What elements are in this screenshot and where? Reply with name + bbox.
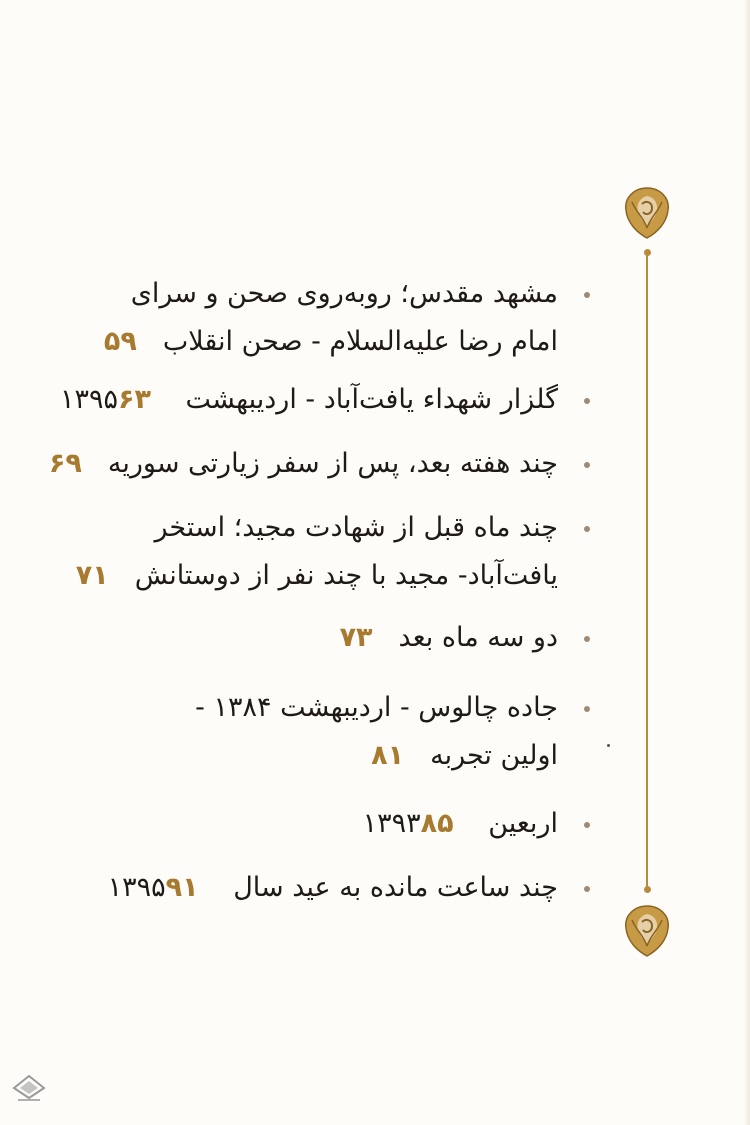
toc-entry-title: دو سه ماه بعد bbox=[398, 622, 558, 653]
decorative-vertical-line bbox=[646, 250, 648, 890]
toc-page-number: ۸۱ bbox=[371, 740, 405, 771]
toc-entry bbox=[60, 864, 610, 912]
toc-entry-title: جاده چالوس - اردیبهشت ۱۳۸۴ - bbox=[195, 692, 558, 723]
toc-entry-title: چند هفته بعد، پس از سفر زیارتی سوریه bbox=[107, 448, 558, 479]
toc-page-number: ۶۹ bbox=[48, 448, 82, 479]
rose-ornament-icon bbox=[616, 900, 678, 962]
rose-ornament-icon bbox=[616, 182, 678, 244]
publisher-logo-icon bbox=[10, 1068, 48, 1106]
bullet-dot bbox=[584, 822, 590, 828]
toc-entry bbox=[60, 684, 610, 780]
toc-entry bbox=[60, 614, 610, 662]
ink-speck bbox=[607, 744, 610, 747]
bullet-dot bbox=[584, 398, 590, 404]
toc-entry-title: یافت‌آباد- مجید با چند نفر از دوستانش bbox=[134, 560, 558, 591]
toc-page-number: ۵۹ bbox=[103, 326, 137, 357]
toc-entry-title: چند ماه قبل از شهادت مجید؛ استخر bbox=[154, 512, 558, 543]
toc-page-number: ۷۱ bbox=[75, 560, 109, 591]
bullet-dot bbox=[584, 636, 590, 642]
toc-page-number: ۸۵ bbox=[420, 808, 454, 839]
bullet-dot bbox=[584, 706, 590, 712]
toc-entry bbox=[60, 270, 610, 366]
bullet-dot bbox=[584, 886, 590, 892]
bullet-dot bbox=[584, 526, 590, 532]
toc-entry bbox=[60, 800, 610, 848]
toc-page-number: ۷۳ bbox=[339, 622, 373, 653]
toc-entry bbox=[60, 376, 610, 424]
toc-entry-title: اربعین ۱۳۹۳ bbox=[362, 808, 558, 839]
toc-page-number: ۹۱ bbox=[165, 872, 199, 903]
bullet-dot bbox=[584, 292, 590, 298]
toc-entry-title: اولین تجربه bbox=[430, 740, 558, 771]
toc-entry-title: چند ساعت مانده به عید سال ۱۳۹۵ bbox=[107, 872, 558, 903]
line-end-dot-top bbox=[644, 249, 651, 256]
bullet-dot bbox=[584, 462, 590, 468]
toc-entry bbox=[60, 504, 610, 600]
toc-entry-title: امام رضا علیه‌السلام - صحن انقلاب bbox=[162, 326, 558, 357]
line-end-dot-bottom bbox=[644, 886, 651, 893]
toc-entry-title: مشهد مقدس؛ روبه‌روی صحن و سرای bbox=[130, 278, 558, 309]
toc-entry-title: گلزار شهداء یافت‌آباد - اردیبهشت ۱۳۹۵ bbox=[59, 384, 558, 415]
table-of-contents bbox=[48, 270, 610, 912]
toc-entry bbox=[48, 440, 610, 488]
page-edge-shadow bbox=[744, 0, 750, 1125]
toc-page-number: ۶۳ bbox=[118, 384, 151, 415]
